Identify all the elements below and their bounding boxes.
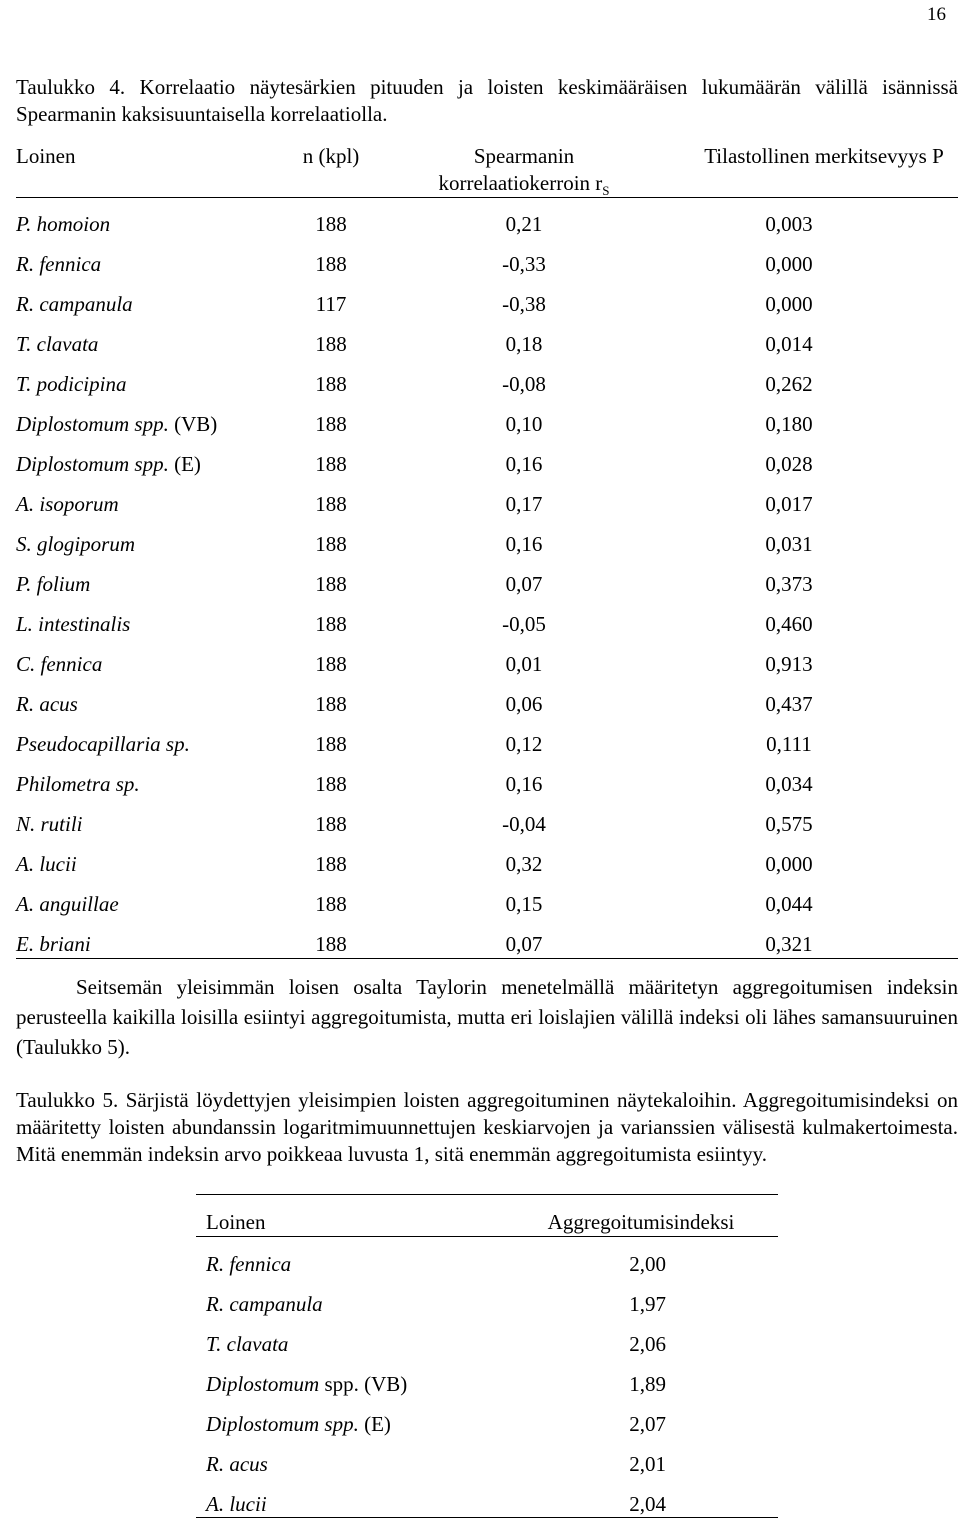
p-value: 0,373 [765, 572, 813, 596]
table-row [206, 1449, 778, 1479]
parasite-name: R. fennica [206, 1252, 292, 1276]
parasite-name: T. clavata [206, 1332, 289, 1356]
header-spearman: Spearmanin [473, 144, 575, 168]
n-value: 188 [315, 852, 347, 876]
n-value: 117 [315, 292, 347, 316]
parasite-name: E. briani [16, 932, 91, 956]
parasite-name: A. lucii [206, 1492, 267, 1516]
table4-bottom-rule [16, 958, 958, 959]
parasite-name: T. podicipina [16, 372, 127, 396]
rs-value: 0,15 [505, 892, 543, 916]
n-value: 188 [315, 732, 347, 756]
rs-value: 0,07 [505, 572, 543, 596]
n-value: 188 [315, 252, 347, 276]
table4-caption: Taulukko 4. Korrelaatio näytesärkien pituuden ja loisten keskimääräisen lukumäärän välillä isännissä Spearmanin kaksisuuntaisella korrelaatiolla. [16, 75, 958, 126]
table-row [16, 689, 958, 719]
rs-value: 0,07 [505, 932, 543, 956]
aggregation-index: 2,01 [629, 1452, 666, 1476]
table-row [16, 889, 958, 919]
table5-bottom-rule [196, 1517, 778, 1518]
p-value: 0,017 [765, 492, 813, 516]
table-row [16, 409, 958, 439]
body-paragraph: Seitsemän yleisimmän loisen osalta Taylorin menetelmällä määritetyn aggregoitumisen indeksin perusteella kaikilla loisilla esiintyi aggregoitumista, mutta eri loislajien välillä indeksi oli lähes samansuuruinen (Taulukko 5). [16, 975, 958, 1059]
rs-value: 0,10 [505, 412, 543, 436]
p-value: 0,460 [765, 612, 813, 636]
t5-header-index: Aggregoitumisindeksi [547, 1210, 735, 1234]
table-row [206, 1289, 778, 1319]
p-value: 0,575 [765, 812, 813, 836]
rs-value: 0,32 [505, 852, 543, 876]
p-value: 0,000 [765, 252, 813, 276]
table5-header [206, 1207, 778, 1237]
rs-value: 0,21 [505, 212, 543, 236]
n-value: 188 [315, 892, 347, 916]
rs-value: 0,16 [505, 772, 543, 796]
parasite-name: Diplostomum spp. (VB) [16, 412, 218, 436]
parasite-name: R. acus [16, 692, 78, 716]
parasite-name: R. campanula [16, 292, 133, 316]
n-value: 188 [315, 772, 347, 796]
table-row [206, 1489, 778, 1519]
table4-header [16, 141, 958, 171]
parasite-name: A. anguillae [16, 892, 119, 916]
parasite-name: A. isoporum [16, 492, 119, 516]
n-value: 188 [315, 412, 347, 436]
n-value: 188 [315, 812, 347, 836]
aggregation-index: 1,89 [629, 1372, 666, 1396]
table-row [16, 489, 958, 519]
n-value: 188 [315, 492, 347, 516]
aggregation-index: 2,04 [629, 1492, 666, 1516]
table-row [16, 849, 958, 879]
parasite-name: Pseudocapillaria sp. [16, 732, 190, 756]
parasite-name: N. rutili [16, 812, 83, 836]
table4-header-rule [16, 197, 958, 198]
rs-value: 0,06 [505, 692, 543, 716]
table-row [16, 769, 958, 799]
p-value: 0,031 [765, 532, 813, 556]
p-value: 0,000 [765, 852, 813, 876]
header-p: Tilastollinen merkitsevyys P [704, 144, 944, 168]
p-value: 0,014 [765, 332, 813, 356]
aggregation-index: 2,07 [629, 1412, 666, 1436]
header-spearman-line2: korrelaatiokerroin $r_S$ [438, 171, 610, 199]
parasite-name: S. glogiporum [16, 532, 136, 556]
table-row [206, 1369, 778, 1399]
n-value: 188 [315, 572, 347, 596]
table4-header-line2 [16, 168, 958, 198]
n-value: 188 [315, 332, 347, 356]
n-value: 188 [315, 372, 347, 396]
table-row [16, 809, 958, 839]
n-value: 188 [315, 692, 347, 716]
aggregation-index: 2,00 [629, 1252, 666, 1276]
n-value: 188 [315, 932, 347, 956]
table-row [16, 569, 958, 599]
t5-header-loinen: Loinen [206, 1210, 266, 1234]
parasite-name: P. folium [16, 572, 91, 596]
parasite-name: Philometra sp. [16, 772, 140, 796]
header-n: n (kpl) [302, 144, 360, 168]
parasite-name: T. clavata [16, 332, 99, 356]
table-row [16, 649, 958, 679]
n-value: 188 [315, 532, 347, 556]
p-value: 0,044 [765, 892, 813, 916]
rs-value: 0,17 [505, 492, 543, 516]
table5-top-rule [196, 1194, 778, 1195]
rs-value: -0,33 [502, 252, 546, 276]
table-row [16, 369, 958, 399]
aggregation-index: 1,97 [629, 1292, 666, 1316]
rs-value: -0,08 [502, 372, 546, 396]
parasite-name: R. acus [206, 1452, 268, 1476]
n-value: 188 [315, 452, 347, 476]
p-value: 0,028 [765, 452, 813, 476]
parasite-name: Diplostomum spp. (VB) [206, 1372, 408, 1396]
p-value: 0,003 [765, 212, 813, 236]
table-row [16, 209, 958, 239]
rs-value: 0,16 [505, 452, 543, 476]
p-value: 0,111 [766, 732, 812, 756]
table-row [16, 289, 958, 319]
p-value: 0,437 [765, 692, 813, 716]
parasite-name: R. campanula [206, 1292, 323, 1316]
rs-value: 0,16 [505, 532, 543, 556]
parasite-name: R. fennica [16, 252, 102, 276]
table-row [16, 449, 958, 479]
table-row [206, 1249, 778, 1279]
parasite-name: Diplostomum spp. (E) [16, 452, 201, 476]
table-row [16, 249, 958, 279]
table-row [16, 529, 958, 559]
header-loinen: Loinen [16, 144, 76, 168]
table-row [16, 329, 958, 359]
p-value: 0,180 [765, 412, 813, 436]
p-value: 0,034 [765, 772, 813, 796]
rs-value: -0,04 [502, 812, 546, 836]
n-value: 188 [315, 212, 347, 236]
parasite-name: Diplostomum spp. (E) [206, 1412, 391, 1436]
table-row [206, 1329, 778, 1359]
p-value: 0,321 [765, 932, 813, 956]
parasite-name: A. lucii [16, 852, 77, 876]
aggregation-index: 2,06 [629, 1332, 666, 1356]
parasite-name: P. homoion [16, 212, 111, 236]
rs-value: 0,01 [505, 652, 543, 676]
table5-header-rule [196, 1236, 778, 1237]
rs-value: -0,38 [502, 292, 546, 316]
table-row [16, 929, 958, 959]
parasite-name: C. fennica [16, 652, 103, 676]
rs-value: 0,12 [505, 732, 543, 756]
parasite-name: L. intestinalis [16, 612, 131, 636]
p-value: 0,913 [765, 652, 813, 676]
rs-value: -0,05 [502, 612, 546, 636]
table-row [16, 609, 958, 639]
p-value: 0,000 [765, 292, 813, 316]
page-number: 16 [927, 4, 946, 25]
table-row [206, 1409, 778, 1439]
p-value: 0,262 [765, 372, 813, 396]
rs-value: 0,18 [505, 332, 543, 356]
n-value: 188 [315, 612, 347, 636]
n-value: 188 [315, 652, 347, 676]
table-row [16, 729, 958, 759]
table5-caption: Taulukko 5. Särjistä löydettyjen yleisimpien loisten aggregoituminen näytekaloihin. Aggregoitumisindeksi on määritetty loisten abundanssin logaritmimuunnettujen keskiarvojen ja varianssien välisestä kulmakertoimesta. Mitä enemmän indeksin arvo poikkeaa luvusta 1, sitä enemmän aggregoitumista esiintyy. [16, 1088, 958, 1166]
